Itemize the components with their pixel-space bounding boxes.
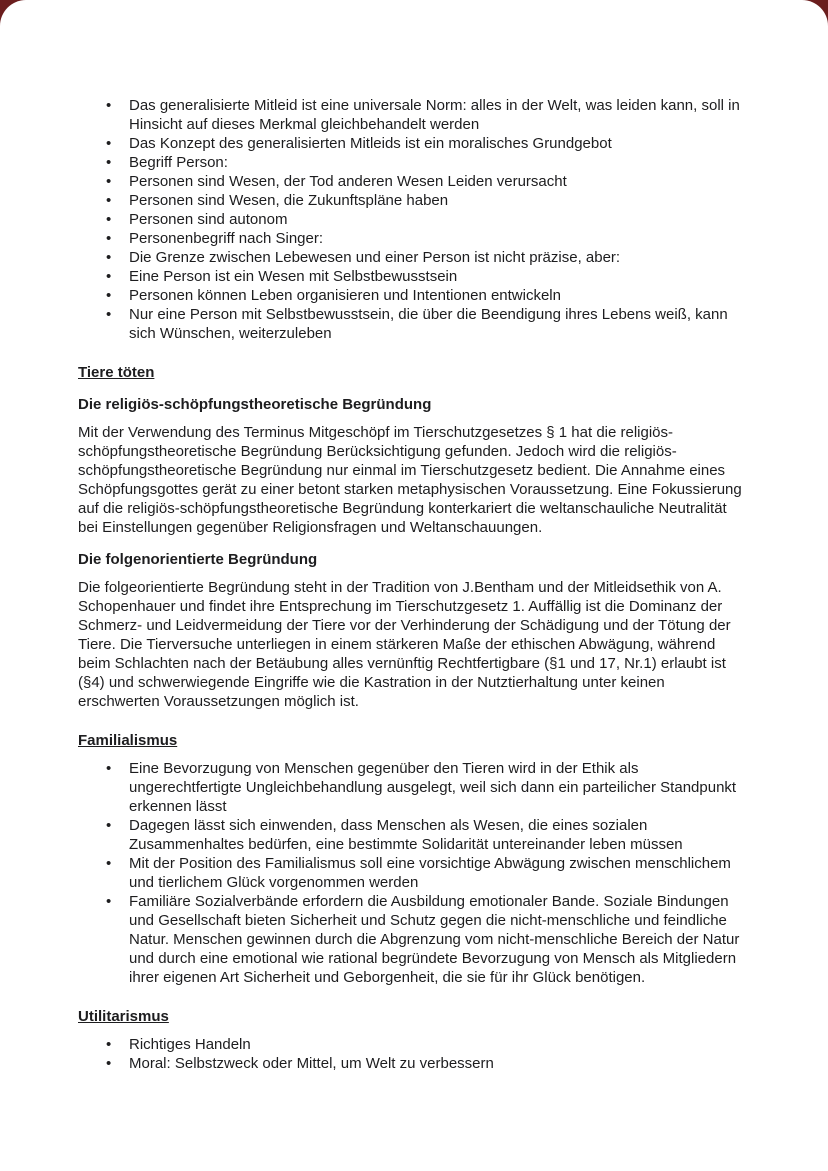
list-item: • Das Konzept des generalisierten Mitleids ist ein moralisches Grundgebot — [78, 134, 750, 153]
list-item: • Personen können Leben organisieren und Intentionen entwickeln — [78, 286, 750, 305]
paragraph-folgenorientierte-begruendung: Die folgeorientierte Begründung steht in der Tradition von J.Bentham und der Mitleidsethik von A. Schopenhauer und findet ihre Entsprechung im Tierschutzgesetz 1. Auffällig ist die Dominanz der Schmerz- und Leidvermeidung der Tiere vor der Verhinderung der Schädigung und der Tötung der Tiere. Die Tierversuche unterliegen in einem stärkeren Maße der ethischen Abwägung, während beim Schlachten nach der Betäubung alles vernünftig Rechtfertigbare (§1 und 17, Nr.1) erlaubt ist (§4) und schwerwiegende Eingriffe wie die Kastration in der Nutztierhaltung unter keinen erschwerten Voraussetzungen möglich ist. — [78, 579, 731, 710]
list-item: • Moral: Selbstzweck oder Mittel, um Welt zu verbessern — [78, 1054, 750, 1073]
list-item: • Richtiges Handeln — [78, 1035, 750, 1054]
list-item: • Die Grenze zwischen Lebewesen und einer Person ist nicht präzise, aber: — [78, 248, 750, 267]
section-heading-utilitarismus: Utilitarismus — [78, 1008, 169, 1025]
list-item: • Dagegen lässt sich einwenden, dass Menschen als Wesen, die eines sozialen Zusammenhaltes bedürfen, eine bestimmte Solidarität untereinander leben müssen — [78, 816, 750, 854]
list-item: • Personen sind autonom — [78, 210, 750, 229]
person-bullet-list — [78, 96, 750, 343]
familialismus-bullet-list — [78, 759, 750, 987]
list-item: • Personen sind Wesen, die Zukunftspläne haben — [78, 191, 750, 210]
section-heading-familialismus: Familialismus — [78, 732, 178, 749]
list-item: • Nur eine Person mit Selbstbewusstsein, die über die Beendigung ihres Lebens weiß, kann sich Wünschen, weiterzuleben — [78, 305, 750, 343]
list-item: • Eine Bevorzugung von Menschen gegenüber den Tieren wird in der Ethik als ungerechtfertigte Ungleichbehandlung ausgelegt, weil sich dann ein parteilicher Standpunkt erkennen lässt — [78, 759, 750, 816]
list-item: • Personenbegriff nach Singer: — [78, 229, 750, 248]
list-item: • Das generalisierte Mitleid ist eine universale Norm: alles in der Welt, was leiden kann, soll in Hinsicht auf dieses Merkmal gleichbehandelt werden — [78, 96, 750, 134]
section-heading-tiere-toeten: Tiere töten — [78, 364, 155, 381]
list-item: • Eine Person ist ein Wesen mit Selbstbewusstsein — [78, 267, 750, 286]
list-item: • Begriff Person: — [78, 153, 750, 172]
list-item: • Familiäre Sozialverbände erfordern die Ausbildung emotionaler Bande. Soziale Bindungen und Gesellschaft bieten Sicherheit und Schutz gegen die nicht-menschliche und feindliche Natur. Menschen gewinnen durch die Abgrenzung vom nicht-menschliche Bereich der Natur und durch eine emotional wie rational begründete Bevorzugung von Mensch als Mitgliedern ihrer eigenen Art Sicherheit und Geborgenheit, die sie für ihr Glück benötigen. — [78, 892, 750, 987]
list-item: • Mit der Position des Familialismus soll eine vorsichtige Abwägung zwischen menschlichem und tierlichem Glück vorgenommen werden — [78, 854, 750, 892]
subheading-folgenorientierte-begruendung: Die folgenorientierte Begründung — [78, 551, 318, 568]
utilitarismus-bullet-list — [78, 1035, 750, 1073]
list-item: • Personen sind Wesen, der Tod anderen Wesen Leiden verursacht — [78, 172, 750, 191]
subheading-religioes-begruendung: Die religiös-schöpfungstheoretische Begründung — [78, 396, 432, 413]
paragraph-religioes-begruendung: Mit der Verwendung des Terminus Mitgeschöpf im Tierschutzgesetzes § 1 hat die religiös-schöpfungstheoretische Begründung Berücksichtigung gefunden. Jedoch wird die religiös-schöpfungstheoretische Begründung nur einmal im Tierschutzgesetz bedient. Die Annahme eines Schöpfungsgottes gerät zu einer betont starken metaphysischen Voraussetzung. Eine Fokussierung auf die religiös-schöpfungstheoretische Begründung konterkariert die weltanschauliche Neutralität bei Einstellungen gegenüber Religionsfragen und Weltanschauungen. — [78, 424, 742, 536]
